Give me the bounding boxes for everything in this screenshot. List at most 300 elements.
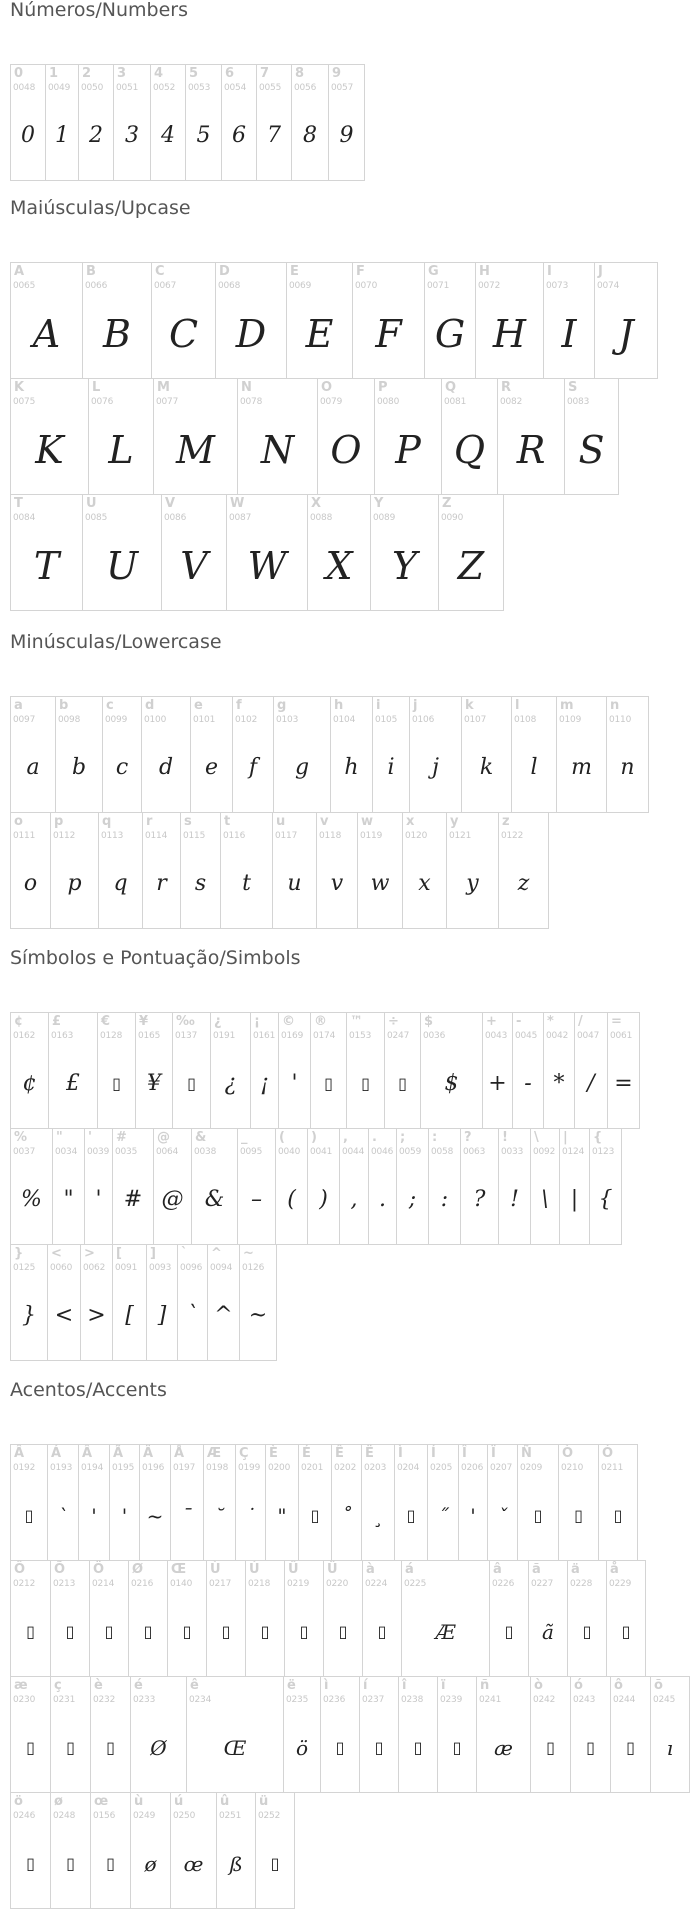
- character-label: Y: [374, 496, 384, 511]
- glyph-sample: q: [113, 870, 128, 896]
- glyph-sample: ¡: [260, 1070, 269, 1096]
- glyph-cell: [428, 1128, 461, 1245]
- glyph-sample: ▯: [143, 1621, 153, 1641]
- glyph-sample: K: [35, 427, 64, 472]
- glyph-sample: ▯: [187, 1073, 196, 1093]
- glyph-sample: ¿: [224, 1070, 237, 1096]
- glyph-cell: [298, 1444, 332, 1561]
- character-label: ): [311, 1130, 317, 1145]
- glyph-sample: ▯: [112, 1073, 121, 1093]
- character-label: w: [361, 814, 374, 829]
- glyph-cell: [361, 1444, 395, 1561]
- character-label: k: [465, 698, 474, 713]
- section-title: Símbolos e Pontuação/Simbols: [10, 947, 301, 969]
- character-code: 0079: [320, 397, 343, 407]
- character-label: 2: [82, 66, 92, 81]
- glyph-sample: ˇ: [497, 1503, 508, 1528]
- character-code: 0103: [276, 715, 299, 725]
- character-label: ú: [174, 1794, 184, 1809]
- character-code: 0191: [213, 1031, 236, 1041]
- glyph-sample: ▯: [504, 1621, 514, 1641]
- character-code: 0207: [490, 1463, 513, 1473]
- character-code: 0209: [520, 1463, 543, 1473]
- glyph-cell: [151, 262, 216, 379]
- glyph-cell: [543, 1012, 575, 1129]
- glyph-sample: {: [598, 1186, 613, 1212]
- character-code: 0056: [294, 83, 317, 93]
- character-label: r: [146, 814, 153, 829]
- glyph-sample: ▯: [66, 1853, 75, 1873]
- character-code: 0087: [229, 513, 252, 523]
- character-code: 0041: [310, 1147, 333, 1157]
- character-label: ø: [54, 1794, 63, 1809]
- glyph-sample: X: [325, 543, 353, 588]
- character-label: W: [230, 496, 245, 511]
- glyph-sample: ▯: [413, 1737, 423, 1757]
- glyph-sample: ▯: [613, 1505, 623, 1525]
- character-code: 0066: [85, 281, 108, 291]
- character-label: Ò: [562, 1446, 574, 1461]
- glyph-sample: P: [395, 427, 421, 472]
- character-label: o: [14, 814, 23, 829]
- glyph-sample: ▯: [26, 1621, 35, 1641]
- glyph-cell: [47, 1444, 79, 1561]
- character-label: f: [236, 698, 242, 713]
- character-code: 0067: [154, 281, 177, 291]
- glyph-sample: l: [530, 754, 538, 780]
- character-label: a: [14, 698, 23, 713]
- character-label: Ç: [239, 1446, 249, 1461]
- character-label: ¥: [139, 1014, 149, 1029]
- glyph-grid: [10, 1012, 639, 1360]
- character-label: ™: [350, 1014, 363, 1029]
- character-label: C: [155, 264, 165, 279]
- character-code: 0227: [531, 1579, 554, 1589]
- glyph-sample: ?: [473, 1186, 486, 1212]
- character-code: 0234: [189, 1695, 212, 1705]
- character-label: Ó: [602, 1446, 614, 1461]
- glyph-row: [10, 494, 657, 610]
- character-label: ù: [134, 1794, 144, 1809]
- glyph-sample: $: [444, 1070, 459, 1096]
- character-code: 0035: [115, 1147, 138, 1157]
- character-code: 0161: [253, 1031, 276, 1041]
- glyph-sample: ▯: [452, 1737, 462, 1757]
- character-code: 0246: [13, 1811, 36, 1821]
- glyph-sample: 8: [303, 122, 317, 148]
- character-code: 0219: [287, 1579, 310, 1589]
- character-label: ô: [614, 1678, 623, 1693]
- character-label: H: [479, 264, 490, 279]
- character-label: .: [372, 1130, 377, 1145]
- character-label: L: [92, 380, 101, 395]
- glyph-row: [10, 262, 657, 378]
- glyph-sample: ▯: [546, 1737, 555, 1757]
- character-code: 0125: [13, 1263, 36, 1273]
- section-title: Acentos/Accents: [10, 1379, 167, 1401]
- glyph-sample: R: [516, 427, 546, 472]
- character-label: ?: [464, 1130, 472, 1145]
- glyph-sample: =: [614, 1070, 633, 1096]
- glyph-sample: J: [618, 311, 634, 356]
- section-lowercase: [10, 632, 648, 928]
- character-label: {: [593, 1130, 603, 1145]
- character-code: 0080: [377, 397, 400, 407]
- character-label: Ã: [113, 1446, 124, 1461]
- character-label: Ø: [132, 1562, 144, 1577]
- character-label: l: [515, 698, 520, 713]
- character-code: 0201: [301, 1463, 324, 1473]
- glyph-sample: +: [488, 1070, 507, 1096]
- glyph-cell: [352, 262, 425, 379]
- glyph-sample: W: [247, 543, 287, 588]
- character-code: 0153: [349, 1031, 372, 1041]
- character-label: œ: [94, 1794, 109, 1809]
- character-code: 0214: [92, 1579, 115, 1589]
- glyph-cell: [90, 1676, 131, 1793]
- glyph-sample: ▯: [299, 1621, 309, 1641]
- character-code: 0055: [259, 83, 282, 93]
- glyph-sample: Ø: [150, 1735, 167, 1760]
- character-code: 0243: [573, 1695, 596, 1705]
- glyph-cell: [10, 1444, 48, 1561]
- character-label: }: [14, 1246, 24, 1261]
- glyph-sample: 7: [267, 122, 281, 148]
- glyph-cell: [10, 1676, 51, 1793]
- character-label: ö: [14, 1794, 23, 1809]
- glyph-cell: [10, 1128, 53, 1245]
- glyph-cell: [82, 262, 152, 379]
- character-label: `: [181, 1246, 188, 1261]
- glyph-cell: [517, 1444, 559, 1561]
- character-label: X: [311, 496, 322, 511]
- character-label: ä: [571, 1562, 580, 1577]
- glyph-sample: ¸: [373, 1503, 383, 1528]
- glyph-cell: [232, 696, 274, 813]
- glyph-sample: /: [587, 1070, 595, 1096]
- character-code: 0218: [248, 1579, 271, 1589]
- glyph-cell: [250, 1012, 279, 1129]
- character-label: Ü: [327, 1562, 338, 1577]
- glyph-sample: ;: [408, 1186, 417, 1212]
- glyph-cell: [487, 1444, 518, 1561]
- character-code: 0065: [13, 281, 36, 291]
- glyph-sample: e: [204, 754, 219, 780]
- glyph-sample: ▯: [26, 1853, 35, 1873]
- glyph-sample: -: [524, 1070, 532, 1096]
- glyph-grid: [10, 262, 657, 610]
- character-code: 0070: [355, 281, 378, 291]
- glyph-sample: ▯: [626, 1737, 635, 1757]
- glyph-sample: ': [470, 1503, 476, 1528]
- glyph-cell: [512, 1012, 544, 1129]
- glyph-cell: [89, 1560, 129, 1677]
- character-code: 0247: [387, 1031, 410, 1041]
- glyph-cell: [278, 1012, 311, 1129]
- character-code: 0197: [173, 1463, 196, 1473]
- glyph-sample: 6: [232, 122, 246, 148]
- character-code: 0097: [13, 715, 36, 725]
- glyph-cell: [112, 1244, 147, 1361]
- glyph-sample: n: [620, 754, 635, 780]
- glyph-cell: [283, 1676, 321, 1793]
- glyph-cell: [146, 1244, 178, 1361]
- glyph-cell: [170, 1792, 217, 1909]
- glyph-sample: 0: [21, 122, 35, 148]
- glyph-cell: [650, 1676, 690, 1793]
- character-label: î: [402, 1678, 407, 1693]
- character-label: ê: [190, 1678, 199, 1693]
- glyph-cell: [441, 378, 498, 495]
- glyph-cell: [10, 1012, 49, 1129]
- glyph-sample: k: [479, 754, 494, 780]
- character-label: 5: [189, 66, 199, 81]
- character-label: Å: [174, 1446, 185, 1461]
- glyph-cell: [239, 1244, 277, 1361]
- character-label: ÷: [388, 1014, 399, 1029]
- character-label: ®: [314, 1014, 327, 1029]
- character-label: ñ: [480, 1678, 490, 1693]
- glyph-row: [10, 1444, 689, 1560]
- glyph-sample: }: [22, 1302, 36, 1328]
- character-label: Û: [288, 1562, 299, 1577]
- character-code: 0165: [138, 1031, 161, 1041]
- character-code: 0235: [286, 1695, 309, 1705]
- character-label: Ï: [491, 1446, 496, 1461]
- glyph-sample: ▯: [621, 1621, 631, 1641]
- glyph-sample: B: [103, 311, 131, 356]
- glyph-sample: ▯: [574, 1505, 583, 1525]
- character-label: ]: [150, 1246, 156, 1261]
- character-label: û: [220, 1794, 230, 1809]
- character-code: 0061: [610, 1031, 633, 1041]
- glyph-cell: [191, 1128, 238, 1245]
- glyph-sample: ¢: [22, 1070, 37, 1096]
- character-label: s: [184, 814, 192, 829]
- character-code: 0216: [131, 1579, 154, 1589]
- section-simbols: [10, 948, 639, 1360]
- glyph-sample: V: [180, 543, 208, 588]
- character-code: 0057: [331, 83, 354, 93]
- glyph-sample: ▯: [221, 1621, 231, 1641]
- character-code: 0225: [404, 1579, 427, 1589]
- glyph-row: [10, 1244, 639, 1360]
- glyph-cell: [438, 494, 504, 611]
- character-code: 0082: [500, 397, 523, 407]
- glyph-cell: [207, 1244, 240, 1361]
- character-code: 0052: [153, 83, 176, 93]
- glyph-cell: [141, 696, 191, 813]
- glyph-sample: f: [248, 754, 258, 780]
- glyph-cell: [362, 1560, 402, 1677]
- character-code: 0238: [401, 1695, 424, 1705]
- character-code: 0241: [479, 1695, 502, 1705]
- character-label: Ú: [249, 1562, 260, 1577]
- glyph-sample: y: [466, 870, 479, 896]
- glyph-sample: ˙: [245, 1503, 256, 1528]
- character-code: 0231: [53, 1695, 76, 1705]
- character-code: 0039: [87, 1147, 110, 1157]
- glyph-sample: L: [108, 427, 134, 472]
- section-title: Maiúsculas/Upcase: [10, 197, 191, 219]
- glyph-sample: ¥: [147, 1070, 161, 1096]
- character-label: Â: [14, 1446, 25, 1461]
- glyph-sample: 5: [196, 122, 211, 148]
- glyph-sample: ö: [295, 1735, 309, 1760]
- character-label: Ù: [210, 1562, 221, 1577]
- glyph-row: [10, 64, 364, 180]
- character-code: 0059: [399, 1147, 422, 1157]
- character-code: 0128: [100, 1031, 123, 1041]
- character-label: ^: [211, 1246, 222, 1261]
- glyph-cell: [10, 378, 89, 495]
- character-code: 0162: [13, 1031, 36, 1041]
- character-label: 7: [260, 66, 270, 81]
- glyph-sample: G: [434, 311, 466, 356]
- character-label: q: [102, 814, 112, 829]
- glyph-sample: Z: [457, 543, 485, 588]
- glyph-sample: `: [58, 1503, 68, 1528]
- glyph-sample: C: [168, 311, 199, 356]
- glyph-cell: [55, 696, 103, 813]
- character-label: j: [413, 698, 418, 713]
- glyph-sample: ': [291, 1070, 298, 1096]
- glyph-grid: [10, 1444, 689, 1908]
- glyph-cell: [216, 1792, 256, 1909]
- character-label: è: [94, 1678, 103, 1693]
- glyph-sample: 4: [161, 122, 175, 148]
- character-label: ,: [343, 1130, 348, 1145]
- character-label: ": [56, 1130, 63, 1145]
- glyph-cell: [84, 1128, 113, 1245]
- glyph-cell: [210, 1012, 251, 1129]
- glyph-cell: [153, 1128, 192, 1245]
- character-label: x: [406, 814, 415, 829]
- glyph-sample: *: [553, 1070, 565, 1096]
- glyph-cell: [331, 1444, 362, 1561]
- glyph-cell: [610, 1676, 651, 1793]
- glyph-cell: [543, 262, 595, 379]
- glyph-sample: ¯: [182, 1503, 192, 1528]
- glyph-sample: ▯: [106, 1853, 115, 1873]
- glyph-cell: [372, 696, 410, 813]
- character-code: 0230: [13, 1695, 36, 1705]
- character-code: 0252: [258, 1811, 281, 1821]
- glyph-cell: [88, 378, 154, 495]
- glyph-cell: [384, 1012, 421, 1129]
- glyph-cell: [10, 1792, 51, 1909]
- glyph-sample: #: [123, 1186, 143, 1212]
- glyph-sample: ▯: [104, 1621, 114, 1641]
- character-code: 0077: [156, 397, 179, 407]
- character-label: u: [276, 814, 286, 829]
- glyph-row: [10, 1012, 639, 1128]
- glyph-cell: [237, 1128, 276, 1245]
- glyph-sample: `: [187, 1302, 198, 1328]
- character-label: i: [376, 698, 381, 713]
- character-label: ': [88, 1130, 92, 1145]
- glyph-sample: –: [251, 1186, 262, 1212]
- glyph-sample: ▯: [377, 1621, 387, 1641]
- character-label: Q: [445, 380, 457, 395]
- character-label: b: [59, 698, 69, 713]
- character-label: R: [501, 380, 512, 395]
- character-label: :: [432, 1130, 438, 1145]
- glyph-cell: [10, 1560, 51, 1677]
- glyph-cell: [256, 64, 292, 181]
- glyph-cell: [135, 1012, 173, 1129]
- character-code: 0072: [478, 281, 501, 291]
- glyph-sample: M: [176, 427, 215, 472]
- glyph-cell: [328, 64, 365, 181]
- glyph-sample: æ: [494, 1735, 513, 1760]
- glyph-cell: [594, 262, 658, 379]
- glyph-cell: [346, 1012, 385, 1129]
- character-label: A: [14, 264, 25, 279]
- glyph-sample: ): [319, 1186, 328, 1212]
- glyph-sample: x: [418, 870, 431, 896]
- character-label: ;: [400, 1130, 406, 1145]
- character-code: 0060: [50, 1263, 73, 1273]
- character-code: 0109: [559, 715, 582, 725]
- glyph-cell: [357, 812, 403, 929]
- character-code: 0046: [371, 1147, 394, 1157]
- glyph-sample: A: [32, 311, 61, 356]
- character-code: 0102: [235, 715, 258, 725]
- glyph-cell: [498, 812, 549, 929]
- character-code: 0086: [164, 513, 187, 523]
- character-code: 0107: [464, 715, 487, 725]
- character-label: ì: [324, 1678, 329, 1693]
- character-label: Í: [431, 1446, 436, 1461]
- glyph-cell: [150, 64, 186, 181]
- glyph-cell: [396, 1128, 429, 1245]
- character-label: =: [611, 1014, 622, 1029]
- glyph-sample: g: [294, 754, 310, 780]
- character-label: n: [610, 698, 620, 713]
- character-label: Ë: [365, 1446, 374, 1461]
- glyph-cell: [78, 1444, 110, 1561]
- character-label: *: [547, 1014, 554, 1029]
- character-code: 0075: [13, 397, 36, 407]
- character-label: â: [493, 1562, 502, 1577]
- character-code: 0098: [58, 715, 81, 725]
- character-code: 0093: [149, 1263, 172, 1273]
- character-label: Î: [462, 1446, 467, 1461]
- character-code: 0033: [501, 1147, 524, 1157]
- glyph-cell: [437, 1676, 477, 1793]
- glyph-cell: [460, 1128, 499, 1245]
- glyph-cell: [130, 1792, 171, 1909]
- character-label: O: [321, 380, 333, 395]
- glyph-cell: [558, 1444, 599, 1561]
- glyph-sample: [: [125, 1302, 134, 1328]
- character-code: 0126: [242, 1263, 265, 1273]
- glyph-sample: t: [242, 870, 251, 896]
- character-code: 0096: [180, 1263, 203, 1273]
- character-code: 0114: [145, 831, 168, 841]
- glyph-cell: [424, 262, 476, 379]
- glyph-sample: ã: [542, 1619, 554, 1644]
- glyph-cell: [112, 1128, 154, 1245]
- character-code: 0193: [50, 1463, 73, 1473]
- glyph-sample: @: [161, 1186, 184, 1212]
- character-code: 0236: [323, 1695, 346, 1705]
- glyph-cell: [286, 262, 353, 379]
- character-label: J: [598, 264, 603, 279]
- glyph-sample: ▯: [270, 1853, 280, 1873]
- glyph-sample: ˚: [341, 1503, 352, 1528]
